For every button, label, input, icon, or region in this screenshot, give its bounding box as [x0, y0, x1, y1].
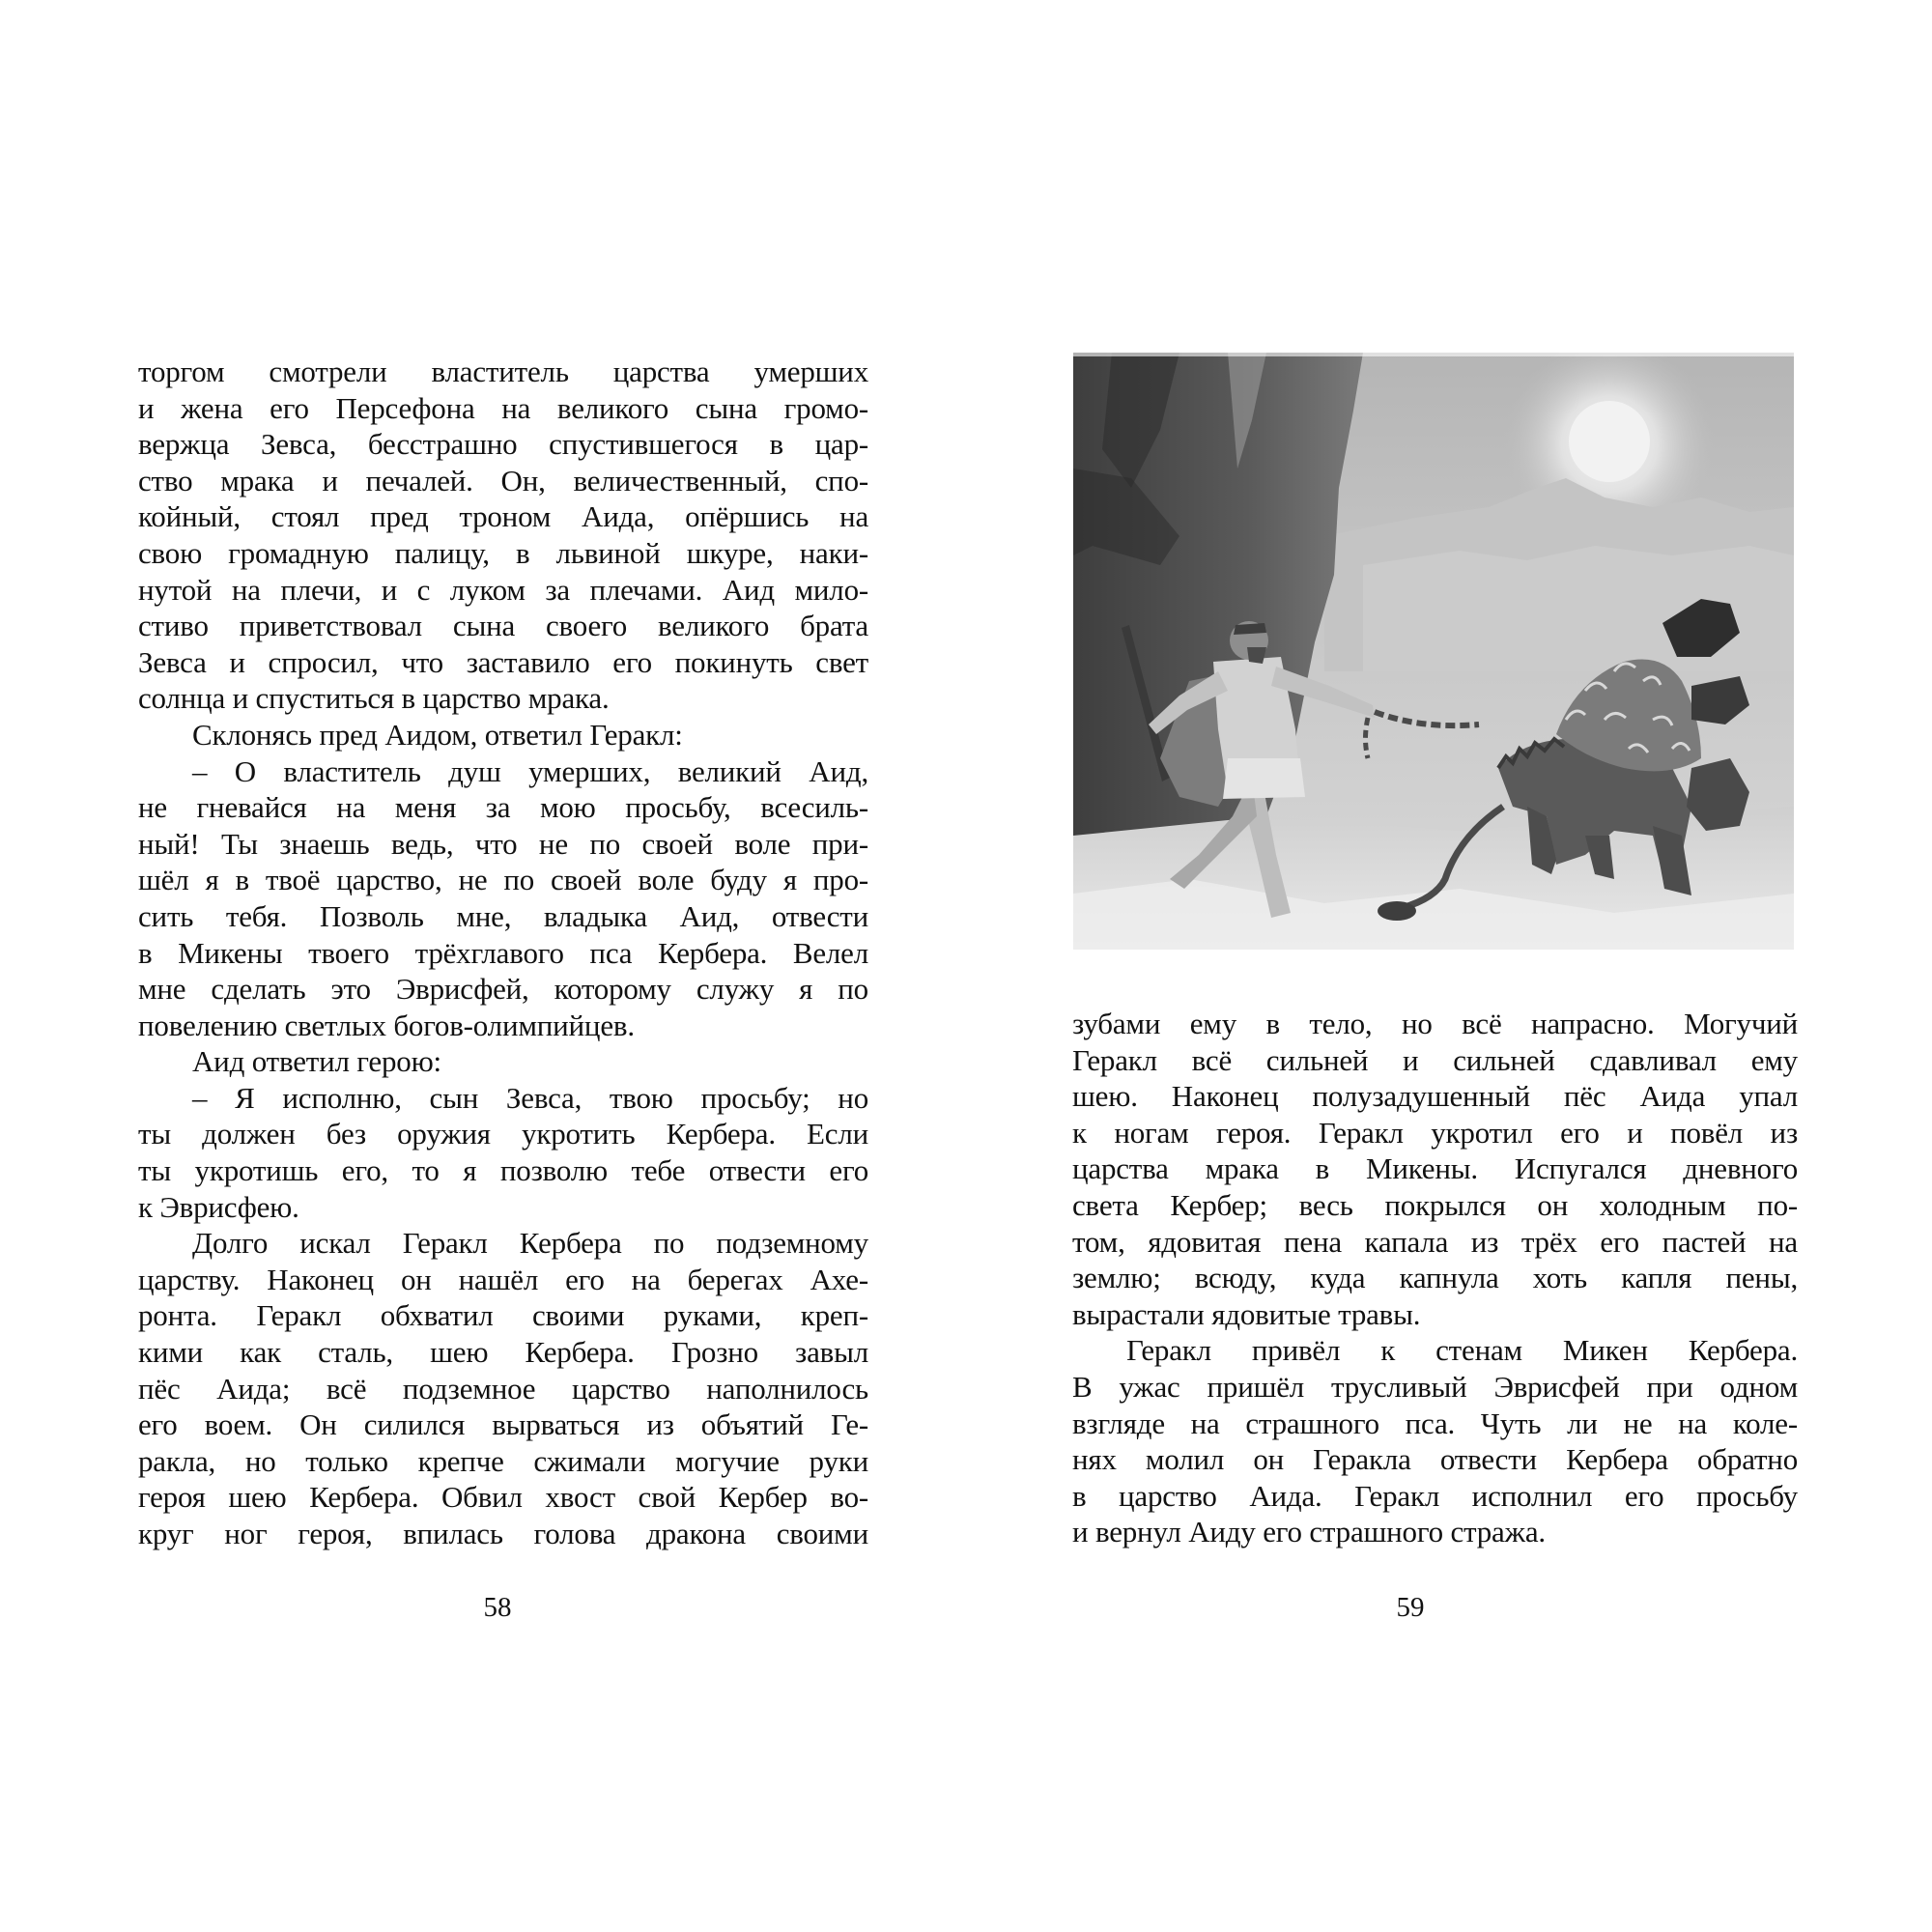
text-line: в Микены твоего трёхглавого пса Кербера. Велел — [138, 935, 868, 970]
text-line: Геракл всё сильней и сильней сдавливал ему — [1072, 1042, 1798, 1077]
text-line: сить тебя. Позволь мне, владыка Аид, отвести — [138, 898, 868, 933]
text-line: – Я исполню, сын Зевса, твою просьбу; но — [192, 1080, 868, 1115]
text-line: повелению светлых богов-олимпийцев. — [138, 1008, 635, 1042]
text-line: и вернул Аиду его страшного стража. — [1072, 1515, 1546, 1549]
text-line: взгляде на страшного пса. Чуть ли не на коле- — [1072, 1406, 1798, 1440]
text-line: том, ядовитая пена капала из трёх его пастей на — [1072, 1224, 1798, 1259]
text-line: шёл я в твоё царство, не по своей воле буду я про- — [138, 863, 868, 897]
text-line: героя шею Кербера. Обвил хвост свой Кербер во- — [138, 1480, 868, 1515]
text-line: света Кербер; весь покрылся он холодным по- — [1072, 1187, 1798, 1222]
text-line: Геракл привёл к стенам Микен Кербера. — [1126, 1333, 1798, 1368]
text-line: Аид ответил герою: — [192, 1044, 441, 1079]
text-line: круг ног героя, впилась голова дракона своими — [138, 1517, 868, 1550]
text-line: шею. Наконец полузадушенный пёс Аида упал — [1072, 1079, 1798, 1114]
text-line: Склонясь пред Аидом, ответил Геракл: — [192, 717, 683, 752]
illustration-heracles-cerberus — [1073, 353, 1794, 950]
text-line: торгом смотрели властитель царства умерших — [138, 355, 868, 388]
text-line: кими как сталь, шею Кербера. Грозно завыл — [138, 1335, 868, 1370]
text-line: ракла, но только крепче сжимали могучие руки — [138, 1443, 868, 1478]
page-number-right: 59 — [1396, 1592, 1425, 1623]
illustration-image — [1073, 353, 1794, 950]
text-line: ный! Ты знаешь ведь, что не по своей воле при- — [138, 826, 868, 861]
text-line: нях молил он Геракла отвести Кербера обратно — [1072, 1442, 1798, 1477]
text-line: вержца Зевса, бесстрашно спустившегося в цар- — [138, 427, 868, 462]
text-line: и жена его Персефона на великого сына громо- — [138, 390, 868, 425]
page-number-left: 58 — [483, 1592, 512, 1623]
text-line: нутой на плечи, и с луком за плечами. Аид мило- — [138, 572, 868, 607]
text-line: – О властитель душ умерших, великий Аид, — [192, 753, 868, 788]
text-line: ты укротишь его, то я позволю тебе отвести его — [138, 1153, 868, 1188]
text-line: землю; всюду, куда капнула хоть капля пены, — [1072, 1261, 1798, 1295]
text-line: Долго искал Геракл Кербера по подземному — [192, 1226, 868, 1261]
text-line: ство мрака и печалей. Он, величественный, спо- — [138, 463, 868, 497]
text-line: ронта. Геракл обхватил своими руками, креп- — [138, 1298, 868, 1333]
text-line: Зевса и спросил, что заставило его покинуть свет — [138, 644, 868, 679]
text-line: его воем. Он силился вырваться из объятий Ге- — [138, 1407, 868, 1442]
text-line: в царство Аида. Геракл исполнил его просьбу — [1072, 1478, 1798, 1513]
text-line: царству. Наконец он нашёл его на берегах Ахе- — [138, 1262, 868, 1296]
text-line: царства мрака в Микены. Испугался дневного — [1072, 1151, 1798, 1186]
text-line: зубами ему в тело, но всё напрасно. Могучий — [1072, 1007, 1798, 1040]
right-page-text — [1072, 1006, 1798, 1550]
text-line: койный, стоял пред троном Аида, опёршись на — [138, 499, 868, 534]
text-line: солнца и спуститься в царство мрака. — [138, 681, 610, 716]
right-page — [966, 0, 1932, 1932]
text-line: к Эврисфею. — [138, 1189, 299, 1224]
text-line: В ужас пришёл трусливый Эврисфей при одном — [1072, 1369, 1798, 1404]
text-line: не гневайся на меня за мою просьбу, всесиль- — [138, 790, 868, 825]
text-line: ты должен без оружия укротить Кербера. Если — [138, 1117, 868, 1151]
text-line: вырастали ядовитые травы. — [1072, 1296, 1421, 1331]
text-line: пёс Аида; всё подземное царство наполнилось — [138, 1371, 868, 1406]
text-line: мне сделать это Эврисфей, которому служу я по — [138, 972, 868, 1007]
text-line: к ногам героя. Геракл укротил его и повёл из — [1072, 1115, 1798, 1150]
left-page-text — [138, 354, 868, 1552]
text-line: стиво приветствовал сына своего великого брата — [138, 609, 868, 643]
text-line: свою громадную палицу, в львиной шкуре, наки- — [138, 535, 868, 570]
